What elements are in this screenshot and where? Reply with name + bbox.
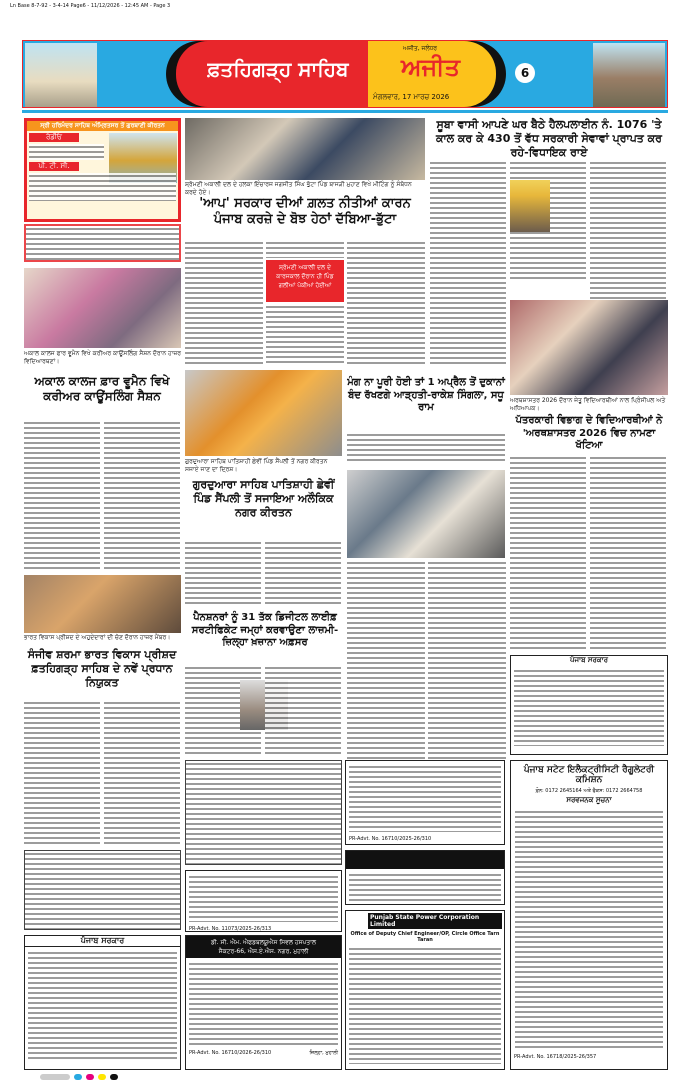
gurbani-box: [24, 118, 181, 222]
perc-address: ਫ਼ੋਨ: 0172 2645164 ਅਤੇ ਫੈਕਸ: 0172 2664758: [535, 788, 643, 794]
mla-portrait: [510, 180, 550, 232]
nagar-kirtan-photo: [185, 370, 342, 456]
govt-ad-right: [510, 655, 668, 755]
tender-pr-number: PR-Advt. No. 16710/2025-26/310: [349, 836, 432, 842]
journalism-headline: ਪੱਤਰਕਾਰੀ ਵਿਭਾਗ ਦੇ ਵਿਦਿਆਰਥੀਆਂ ਨੇ 'ਅਰਥਸ਼ਾਸਤਰ 2026 ਵਿਚ ਨਾਮਣਾ ਖੱਟਿਆ: [515, 415, 663, 451]
vikas-caption: ਭਾਰਤ ਵਿਕਾਸ ਪ੍ਰੀਸ਼ਦ ਦੇ ਅਹੁਦੇਦਾਰਾਂ ਦੀ ਚੋਣ ਦੌਰਾਨ ਹਾਜ਼ਰ ਮੈਂਬਰ।: [24, 634, 171, 641]
pr-number: PR-Advt. No. 11073/2025-26/313: [189, 926, 272, 932]
color-bar: [40, 1074, 660, 1080]
hospital-title: ਡੀ. ਸੀ. ਐਮ. ਐਫਡਬਲਯੂਐਸ ਸਿਵਲ ਹਸਪਤਾਲ: [210, 939, 317, 946]
gurdwara-image: [25, 43, 97, 107]
hospital-sub: ਸੈਕਟਰ-66, ਐਸ.ਏ.ਐਸ. ਨਗਰ, ਮੁਹਾਲੀ: [218, 948, 309, 955]
pension-headline: ਪੈਨਸ਼ਨਰਾਂ ਨੂੰ 31 ਤੱਕ ਡਿਜੀਟਲ ਲਾਈਫ਼ ਸਰਟੀਫਿਕੇਟ ਜਮ੍ਹਾਂ ਕਰਵਾਉਣਾ ਲਾਜ਼ਮੀ-ਜ਼ਿਲ੍ਹਾ ਖ਼ਜ਼ਾਨਾ ਅਫ਼ਸਰ: [191, 612, 339, 648]
nagar-kirtan-caption: ਗੁਰਦੁਆਰਾ ਸਾਹਿਬ ਪਾਤਿਸ਼ਾਹੀ ਛੇਵੀਂ ਪਿੰਡ ਸੈਂਪਲੀ ਤੋਂ ਨਗਰ ਕੀਰਤਨ ਸਜਾਏ ਜਾਣ ਦਾ ਦ੍ਰਿਸ਼।: [185, 458, 328, 473]
nagar-kirtan-headline: ਗੁਰਦੁਆਰਾ ਸਾਹਿਬ ਪਾਤਿਸ਼ਾਹੀ ਛੇਵੀਂ ਪਿੰਡ ਸੈਂਪਲੀ ਤੋਂ ਸਜਾਇਆ ਅਲੌਕਿਕ ਨਗਰ ਕੀਰਤਨ: [192, 478, 335, 519]
monument-image: [593, 43, 665, 107]
hospital-ref: PR-Advt. No. 16710/2026-26/310: [189, 1050, 272, 1056]
pspcl-sub: Office of Deputy Chief Engineer/OP, Circle Office Tarn Taran: [350, 931, 500, 943]
students-caption: ਅਰਥਸ਼ਾਸਤਰ 2026 ਦੌਰਾਨ ਜੇਤੂ ਵਿਦਿਆਰਥੀਆਂ ਨਾਲ ਪ੍ਰਿੰਸੀਪਲ ਅਤੇ ਅਧਿਆਪਕ।: [510, 397, 666, 412]
college-headline: ਅਕਾਲ ਕਾਲਜ ਫ਼ਾਰ ਵੂਮੈਨ ਵਿਖੇ ਕਰੀਅਰ ਕਾਊਂਸਲਿੰਗ ਸੈਸ਼ਨ: [34, 374, 170, 403]
vikas-headline: ਸੰਜੀਵ ਸ਼ਰਮਾ ਭਾਰਤ ਵਿਕਾਸ ਪ੍ਰੀਸ਼ਦ ਫ਼ਤਹਿਗੜ੍ਹ ਸਾਹਿਬ ਦੇ ਨਵੇਂ ਪ੍ਰਧਾਨ ਨਿਯੁਕਤ: [27, 648, 177, 689]
meeting-photo: [185, 118, 425, 180]
students-group-photo: [510, 300, 668, 395]
helpline-headline: ਸੂਬਾ ਵਾਸੀ ਆਪਣੇ ਘਰ ਬੈਠੇ ਹੈਲਪਲਾਈਨ ਨੰ. 1076 'ਤੇ ਕਾਲ ਕਰ ਕੇ 430 ਤੋਂ ਵੱਧ ਸਰਕਾਰੀ ਸੇਵਾਵਾਂ ਪ੍ਰਾਪਤ ਕਰ ਰਹੇ-ਵਿਧਾਇਕ ਰਾਏ: [436, 118, 662, 159]
masthead-section: ਫ਼ਤਹਿਗੜ੍ਹ ਸਾਹਿਬ: [207, 57, 349, 81]
masthead-date: ਮੰਗਲਵਾਰ, 17 ਮਾਰਚ 2026: [373, 93, 450, 101]
perc-sub: ਸਰਵਜਨਕ ਸੂਚਨਾ: [566, 796, 612, 804]
masthead-brand: ਅਜੀਤ: [401, 53, 460, 81]
marquee-ad: [345, 850, 505, 905]
vikas-parishad-photo: [24, 575, 181, 633]
govt-tender-ad-left: [24, 935, 181, 1070]
quote-box: [266, 260, 344, 302]
aap-headline: 'ਆਪ' ਸਰਕਾਰ ਦੀਆਂ ਗ਼ਲਤ ਨੀਤੀਆਂ ਕਾਰਨ ਪੰਜਾਬ ਕਰਜ਼ੇ ਦੇ ਬੋਝ ਹੇਠਾਂ ਦੱਬਿਆ-ਭੁੱਟਾ: [199, 196, 411, 228]
govt-ad-right-title: ਪੰਜਾਬ ਸਰਕਾਰ: [569, 656, 608, 664]
govt-ad-title: ਪੰਜਾਬ ਸਰਕਾਰ: [25, 936, 180, 947]
perc-ad: [510, 760, 668, 1070]
masthead: [22, 40, 668, 108]
notice-ad-mid: [185, 760, 342, 865]
hospital-sign: ਜ਼ਿਲ੍ਹਾ, ਮੁਹਾਲੀ: [309, 1050, 338, 1056]
radio-label: ਰੇਡੀਓ: [29, 133, 79, 142]
print-slug: Ln Base 8-7-92 - 3-4-14 Page6 - 11/12/2026 - 12:45 AM - Page 3: [10, 3, 171, 9]
college-caption: ਅਕਾਲ ਕਾਲਜ ਫਾਰ ਵੂਮੈਨ ਵਿਖੇ ਕਰੀਅਰ ਕਾਊਂਸਲਿੰਗ ਸੈਸ਼ਨ ਦੌਰਾਨ ਹਾਜ਼ਰ ਵਿਦਿਆਰਥਣਾਂ।: [24, 350, 182, 365]
gurbani-title: ਸ੍ਰੀ ਹਰਿਮੰਦਰ ਸਾਹਿਬ ਅੰਮ੍ਰਿਤਸਰ ਤੋਂ ਗੁਰਬਾਣੀ ਕੀਰਤਨ: [27, 121, 178, 131]
masthead-edition: ਅਜੀਤ, ਜਲੰਧਰ: [403, 45, 438, 52]
perc-title: ਪੰਜਾਬ ਸਟੇਟ ਇਲੈਕਟ੍ਰੀਸਿਟੀ ਰੈਗੂਲੇਟਰੀ ਕਮਿਸ਼ਨ: [523, 765, 655, 785]
quote-text: ਸ਼੍ਰੋਮਣੀ ਅਕਾਲੀ ਦਲ ਦੇ ਕਾਰਜਕਾਲ ਦੌਰਾਨ ਹੀ ਪਿੰਡ ਗਲੀਆਂ ਪੱਕੀਆਂ ਹੋਈਆਂ: [276, 264, 334, 289]
tender-table-ad: [345, 760, 505, 845]
hospital-notice-ad: [185, 935, 342, 1070]
college-photo: [24, 268, 181, 348]
pspcl-title: Punjab State Power Corporation Limited: [368, 913, 502, 929]
arhtiya-photo: [347, 470, 505, 558]
pspcl-ad: [345, 910, 505, 1070]
perc-pr-number: PR-Advt. No. 16718/2025-26/357: [514, 1054, 597, 1060]
page-number: 6: [515, 63, 535, 83]
meeting-caption: ਸ਼੍ਰੋਮਣੀ ਅਕਾਲੀ ਦਲ ਦੇ ਹਲਕਾ ਇੰਚਾਰਜ ਜਗਜੀਤ ਸਿੰਘ ਭੁੱਟਾ ਪਿੰਡ ਬਾਜੜੀ ਮੁਹਾਣ ਵਿਖੇ ਮੀਟਿੰਗ ਨੂੰ ਸੰਬੋਧਨ ਕਰਦੇ ਹੋਏ।: [185, 181, 412, 196]
pr-ad-mid: [185, 870, 342, 932]
notice-ad-left: [24, 850, 181, 930]
ptc-label: ਪੀ. ਟੀ. ਸੀ.: [29, 162, 79, 171]
arhtiya-headline: ਮੰਗ ਨਾ ਪੂਰੀ ਹੋਈ ਤਾਂ 1 ਅਪ੍ਰੈਲ ਤੋਂ ਦੁਕਾਨਾਂ ਬੰਦ ਰੱਖਣਗੇ ਆੜ੍ਹਤੀ-ਰਾਕੇਸ਼ ਸਿੰਗਲਾ, ਸਧੂ ਰਾਮ: [347, 377, 505, 413]
